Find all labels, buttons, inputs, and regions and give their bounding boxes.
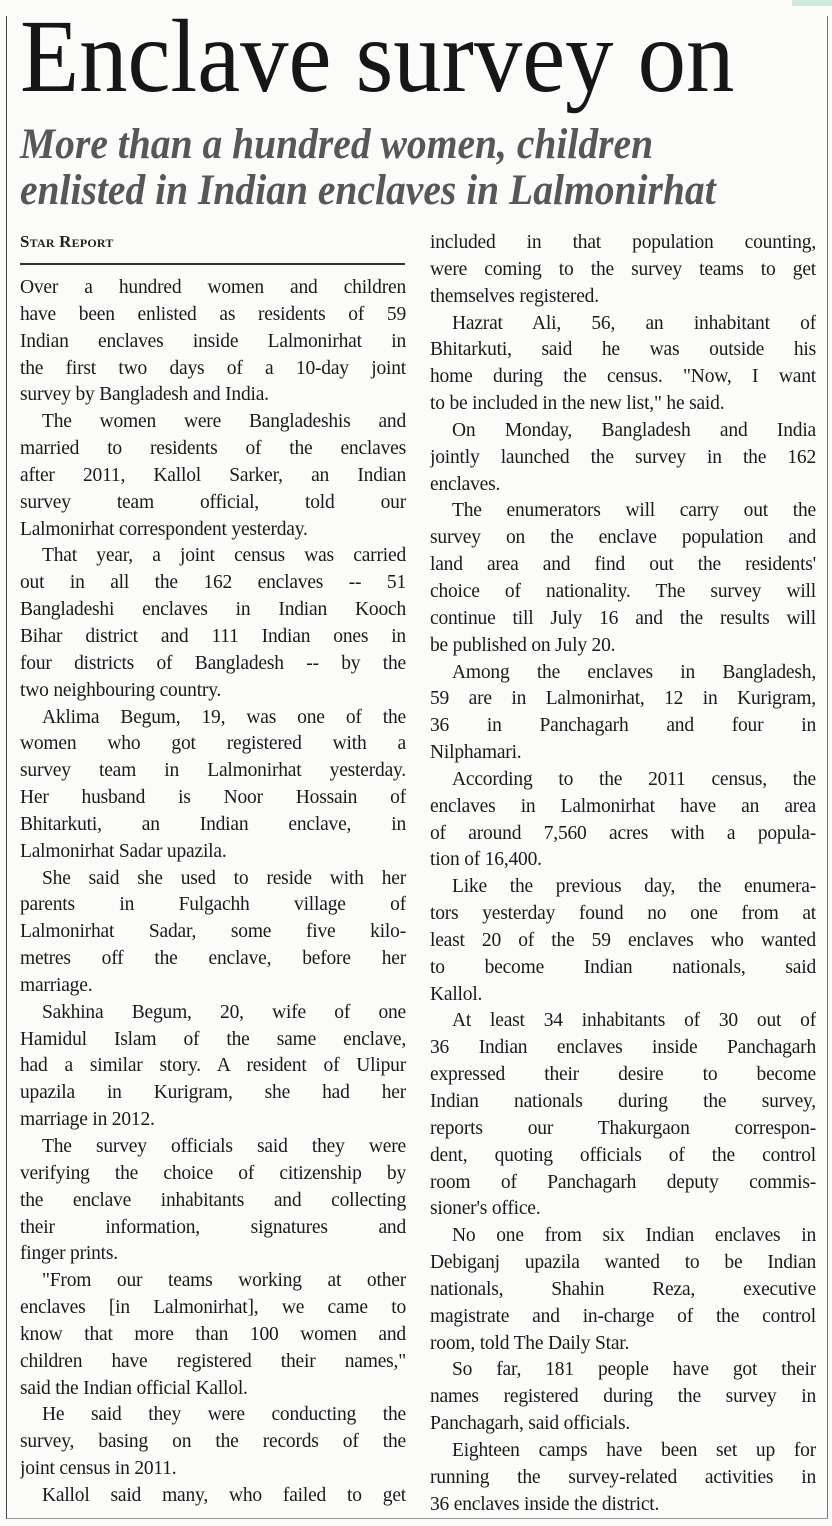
paragraph	[20, 1000, 406, 1134]
text-line: Eighteen camps have been set up for	[452, 1439, 816, 1461]
text-line: were coming to the survey teams to get	[430, 258, 816, 280]
column-left	[20, 275, 406, 1510]
subheadline	[20, 122, 820, 214]
text-line: survey by Bangladesh and India.	[20, 384, 269, 406]
text-line: home during the census. "Now, I want	[430, 366, 816, 388]
text-line: 36 enclaves inside the district.	[430, 1493, 660, 1515]
text-line: included in that population counting,	[430, 232, 816, 253]
text-line: "From our teams working at other	[42, 1270, 406, 1292]
text-line: 36 in Panchagarh and four in	[430, 715, 816, 737]
paragraph	[430, 418, 816, 499]
text-line: Kallol.	[430, 983, 483, 1005]
text-line: continue till July 16 and the results will	[430, 607, 816, 629]
paragraph	[430, 1357, 816, 1438]
text-line: Lalmonirhat Sadar upazila.	[20, 840, 227, 862]
paragraph	[20, 409, 406, 543]
text-line: expressed their desire to become	[430, 1064, 816, 1086]
text-line: She said she used to reside with her	[42, 867, 406, 889]
text-line: enclaves [in Lalmonirhat], we came to	[20, 1297, 406, 1319]
text-line: tion of 16,400.	[430, 849, 542, 871]
paragraph	[430, 230, 816, 311]
text-line: nationals, Shahin Reza, executive	[430, 1278, 816, 1300]
text-line: running the survey-related activities in	[430, 1466, 816, 1488]
text-line: names registered during the survey in	[430, 1386, 816, 1408]
text-line: Hazrat Ali, 56, an inhabitant of	[452, 312, 816, 334]
text-line: Nilphamari.	[430, 742, 522, 764]
text-line: Kallol said many, who failed to get	[42, 1484, 406, 1506]
text-line: Lalmonirhat Sadar, some five kilo-	[20, 921, 406, 943]
text-line: The enumerators will carry out the	[452, 500, 816, 522]
subheadline-line: More than a hundred women, children	[20, 121, 654, 168]
text-line: So far, 181 people have got their	[452, 1359, 816, 1381]
text-line: He said they were conducting the	[42, 1404, 406, 1426]
text-line: Bihar district and 111 Indian ones in	[20, 625, 406, 647]
text-line: to be included in the new list," he said.	[430, 393, 725, 415]
text-line: reports our Thakurgaon correspon-	[430, 1117, 816, 1139]
text-line: Indian nationals during the survey,	[430, 1091, 816, 1112]
text-line: Like the previous day, the enumera-	[452, 876, 816, 898]
paragraph	[430, 498, 816, 659]
text-line: survey team in Lalmonirhat yesterday.	[20, 760, 406, 782]
text-line: That year, a joint census was carried	[42, 545, 406, 567]
paragraph	[20, 1402, 406, 1483]
text-line: women who got registered with a	[20, 733, 406, 755]
paragraph	[20, 705, 406, 866]
text-line: dent, quoting officials of the control	[430, 1144, 816, 1166]
text-line: The women were Bangladeshis and	[42, 411, 406, 433]
text-line: parents in Fulgachh village of	[20, 894, 406, 916]
text-line: On Monday, Bangladesh and India	[452, 419, 816, 441]
text-line: joint census in 2011.	[20, 1458, 177, 1480]
text-line: 36 Indian enclaves inside Panchagarh	[430, 1037, 816, 1059]
headline: Enclave survey on	[20, 0, 735, 114]
text-line: No one from six Indian enclaves in	[452, 1225, 816, 1247]
text-line: survey on the enclave population and	[430, 527, 816, 549]
text-line: after 2011, Kallol Sarker, an Indian	[20, 464, 406, 486]
text-line: metres off the enclave, before her	[20, 948, 406, 970]
text-line: sioner's office.	[430, 1198, 541, 1220]
paragraph	[430, 1008, 816, 1223]
paragraph	[20, 1134, 406, 1268]
text-line: room of Panchagarh deputy commis-	[430, 1171, 816, 1193]
text-line: marriage.	[20, 974, 93, 996]
text-line: the first two days of a 10-day joint	[20, 357, 406, 379]
text-line: enclaves in Lalmonirhat have an area	[430, 795, 816, 817]
text-line: jointly launched the survey in the 162	[430, 446, 816, 468]
text-line: two neighbouring country.	[20, 679, 222, 701]
text-line: Bangladeshi enclaves in Indian Kooch	[20, 599, 406, 621]
text-line: out in all the 162 enclaves -- 51	[20, 572, 406, 594]
text-line: least 20 of the 59 enclaves who wanted	[430, 929, 816, 951]
text-line: married to residents of the enclaves	[20, 438, 406, 460]
text-line: their information, signatures and	[20, 1216, 406, 1238]
text-line: According to the 2011 census, the	[452, 768, 816, 790]
text-line: Sakhina Begum, 20, wife of one	[42, 1001, 406, 1023]
text-line: have been enlisted as residents of 59	[20, 303, 406, 325]
corner-mark	[792, 0, 832, 6]
text-line: room, told The Daily Star.	[430, 1332, 630, 1354]
byline: Star Report	[20, 232, 114, 251]
text-line: four districts of Bangladesh -- by the	[20, 652, 406, 674]
text-line: magistrate and in-charge of the control	[430, 1305, 816, 1327]
text-line: Lalmonirhat correspondent yesterday.	[20, 518, 308, 540]
byline-rule	[20, 263, 405, 265]
subheadline-line: enlisted in Indian enclaves in Lalmonirhat	[20, 167, 716, 214]
paragraph	[20, 275, 406, 409]
text-line: Her husband is Noor Hossain of	[20, 787, 406, 809]
text-line: finger prints.	[20, 1243, 118, 1265]
text-line: At least 34 inhabitants of 30 out of	[452, 1010, 816, 1032]
text-line: marriage in 2012.	[20, 1109, 155, 1131]
text-line: Among the enclaves in Bangladesh,	[452, 661, 816, 683]
text-line: children have registered their names,"	[20, 1350, 406, 1372]
text-line: Panchagarh, said officials.	[430, 1413, 631, 1435]
text-line: had a similar story. A resident of Ulipur	[20, 1055, 406, 1077]
paragraph	[20, 1483, 406, 1510]
text-line: to become Indian nationals, said	[430, 956, 816, 978]
text-line: themselves registered.	[430, 285, 599, 307]
paragraph	[430, 660, 816, 767]
paragraph	[20, 543, 406, 704]
text-line: Bhitarkuti, said he was outside his	[430, 339, 816, 361]
text-line: land area and find out the residents'	[430, 554, 816, 576]
text-line: of around 7,560 acres with a popula-	[430, 822, 816, 844]
text-line: be published on July 20.	[430, 634, 616, 656]
paragraph	[430, 1438, 816, 1519]
text-line: the enclave inhabitants and collecting	[20, 1189, 406, 1211]
text-line: upazila in Kurigram, she had her	[20, 1082, 406, 1104]
column-right	[430, 230, 816, 1519]
paragraph	[430, 1223, 816, 1357]
text-line: Bhitarkuti, an Indian enclave, in	[20, 813, 406, 835]
paragraph	[20, 1268, 406, 1402]
text-line: The survey officials said they were	[42, 1136, 406, 1157]
text-line: Over a hundred women and children	[20, 277, 406, 298]
text-line: 59 are in Lalmonirhat, 12 in Kurigram,	[430, 688, 816, 710]
paragraph	[430, 874, 816, 1008]
text-line: choice of nationality. The survey will	[430, 580, 816, 602]
text-line: enclaves.	[430, 473, 501, 495]
text-line: Indian enclaves inside Lalmonirhat in	[20, 330, 406, 352]
paragraph	[20, 866, 406, 1000]
text-line: Aklima Begum, 19, was one of the	[42, 706, 406, 728]
text-line: Hamidul Islam of the same enclave,	[20, 1028, 406, 1050]
text-line: survey team official, told our	[20, 491, 406, 513]
text-line: survey, basing on the records of the	[20, 1431, 406, 1453]
paragraph	[430, 311, 816, 418]
text-line: said the Indian official Kallol.	[20, 1377, 248, 1399]
text-line: Debiganj upazila wanted to be Indian	[430, 1252, 816, 1274]
paragraph	[430, 767, 816, 874]
text-line: know that more than 100 women and	[20, 1323, 406, 1345]
text-line: verifying the choice of citizenship by	[20, 1162, 406, 1184]
text-line: tors yesterday found no one from at	[430, 903, 816, 925]
